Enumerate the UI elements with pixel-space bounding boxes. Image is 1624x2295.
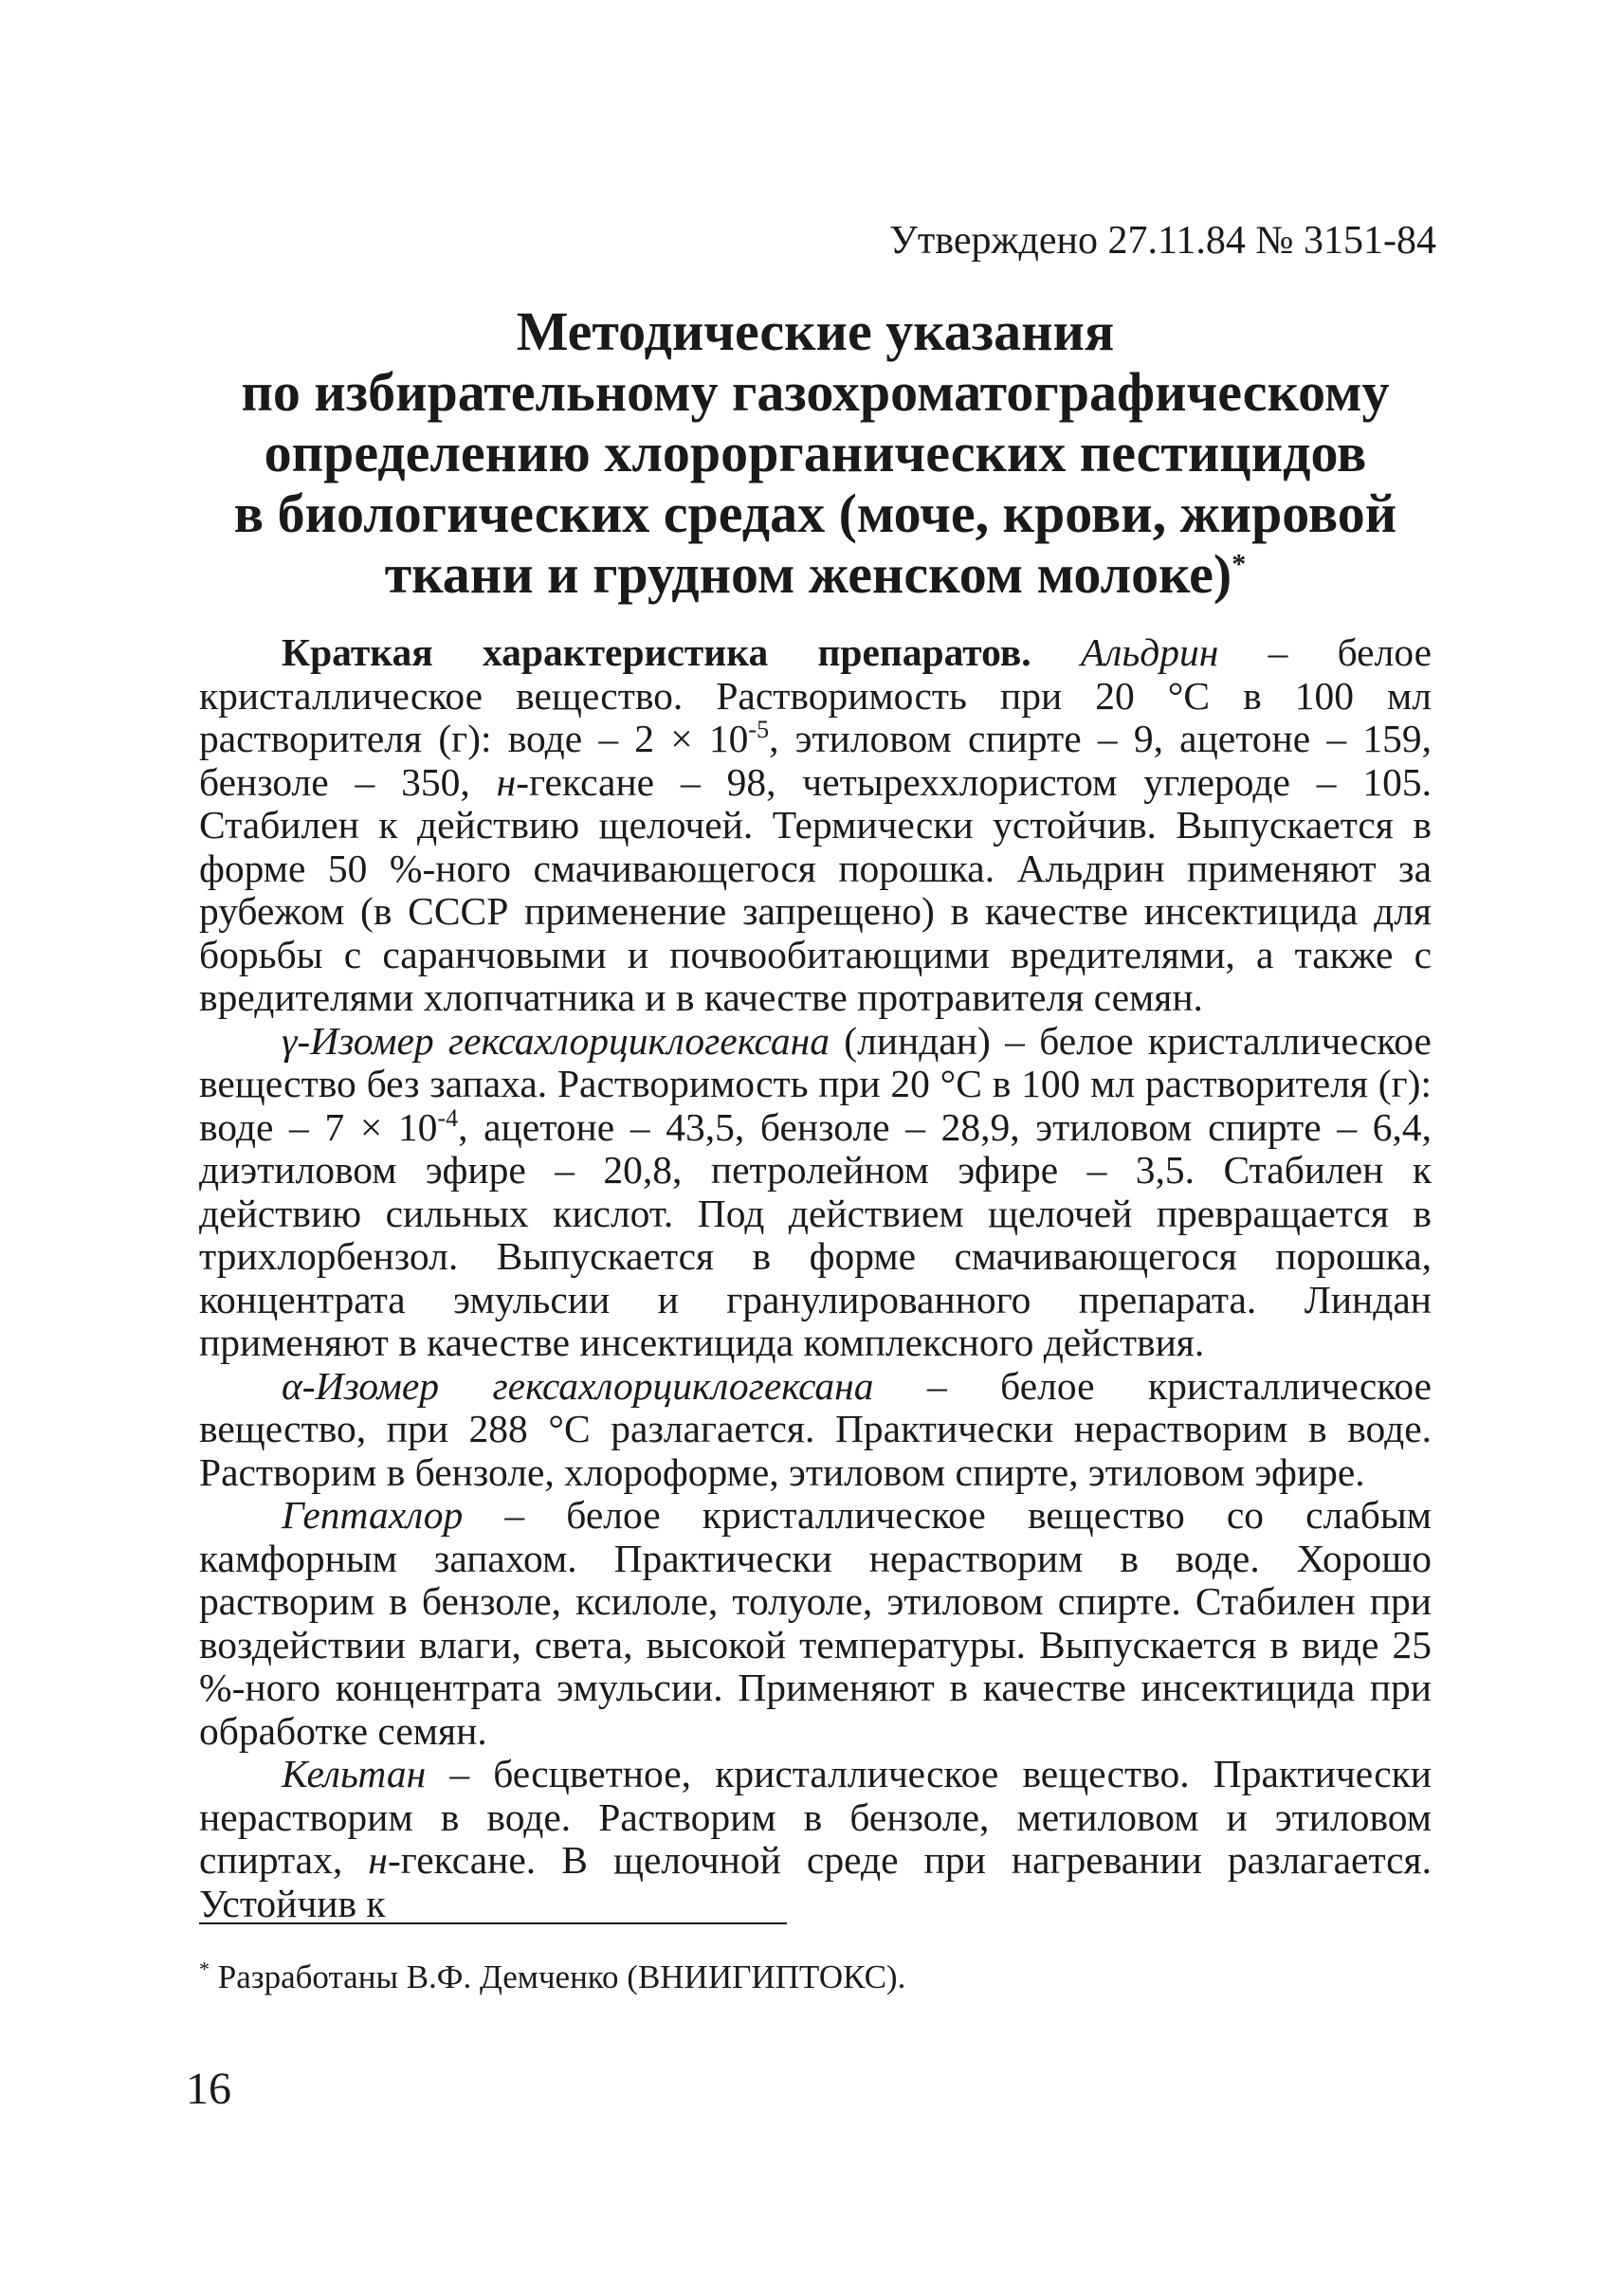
title-line-1: Методические указания [516, 301, 1115, 362]
paragraph-aldrin [199, 631, 1432, 1020]
paragraph-lindane [199, 1020, 1432, 1365]
footnote-text: Разработаны В.Ф. Демченко (ВНИИГИПТОКС). [210, 1958, 906, 1995]
aldrin-text-a: – белое кристаллическое вещество. Растворимость при 20 °С в 100 мл растворителя (г): воде – 2 × 10 [199, 630, 1432, 760]
aldrin-n-prefix: н [496, 759, 517, 804]
term-gamma-hch: γ-Изомер гексахлорциклогексана [282, 1018, 830, 1063]
title-footnote-mark: * [1232, 548, 1247, 580]
title-line-5-text: ткани и грудном женском молоке) [384, 543, 1232, 605]
document-title [199, 301, 1432, 605]
lindane-text-b: , ацетоне – 43,5, бензоле – 28,9, этиловом спирте – 6,4, диэтиловом эфире – 20,8, петролейном эфире – 3,5. Стабилен к действию сильных кислот. Под действием щелочей превращается в трихлорбензол. Выпускается в форме смачивающегося порошка, концентрата эмульсии и гранулированного препарата. Линдан применяют в качестве инсектицида комплексного действия. [199, 1104, 1432, 1364]
title-line-2: по избирательному газохроматографическому [241, 361, 1390, 423]
title-line-5 [199, 544, 1432, 605]
term-alpha-hch: α-Изомер гексахлорциклогексана [282, 1363, 874, 1408]
approval-line: Утверждено 27.11.84 № 3151-84 [889, 219, 1436, 263]
section-heading: Краткая характеристика препаратов. [282, 630, 1031, 674]
keltan-text-b: -гексане. В щелочной среде при нагревании разлагается. Устойчив к [199, 1838, 1432, 1925]
paragraph-heptachlor [199, 1494, 1432, 1753]
aldrin-text-b: , этиловом спирте – 9, ацетоне – 159, бензоле – 350, [199, 717, 1432, 804]
footnote-divider [199, 1922, 787, 1924]
title-line-3: определению хлорорганических пестицидов [264, 422, 1367, 483]
document-body [199, 631, 1432, 1925]
footnote [199, 1957, 905, 1998]
paragraph-keltan [199, 1753, 1432, 1925]
title-line-4: в биологических средах (моче, крови, жировой [233, 483, 1397, 544]
term-aldrin: Альдрин [1080, 630, 1219, 674]
heptachlor-text: – белое кристаллическое вещество со слабым камфорным запахом. Практически нерастворим в воде. Хорошо растворим в бензоле, ксилоле, толуоле, этиловом спирте. Стабилен при воздействии влаги, света, высокой температуры. Выпускается в виде 25 %-ного концентрата эмульсии. Применяют в качестве инсектицида при обработке семян. [199, 1493, 1432, 1753]
lindane-text-a: (линдан) – белое кристаллическое вещество без запаха. Растворимость при 20 °С в 100 мл растворителя (г): воде – 7 × 10 [199, 1018, 1432, 1149]
paragraph-alpha-hch [199, 1365, 1432, 1495]
aldrin-exponent: -5 [748, 716, 770, 744]
keltan-n-prefix: н [368, 1838, 388, 1882]
term-heptachlor: Гептахлор [282, 1493, 464, 1537]
keltan-text-a: – бесцветное, кристаллическое вещество. Практически нерастворим в воде. Растворим в бензоле, метиловом и этиловом спиртах, [199, 1752, 1432, 1882]
alpha-hch-text: – белое кристаллическое вещество, при 288 °С разлагается. Практически нерастворим в воде. Растворим в бензоле, хлороформе, этиловом спирте, этиловом эфире. [199, 1363, 1432, 1494]
lindane-exponent: -4 [437, 1103, 459, 1132]
term-keltan: Кельтан [282, 1752, 427, 1795]
page-number: 16 [186, 2064, 231, 2114]
aldrin-text-c: -гексане – 98, четыреххлористом углероде – 105. Стабилен к действию щелочей. Термически устойчив. Выпускается в форме 50 %-ного смачивающегося порошка. Альдрин применяют за рубежом (в СССР применение запрещено) в качестве инсектицида для борьбы с саранчовыми и почвообитающими вредителями, а также с вредителями хлопчатника и в качестве протравителя семян. [199, 759, 1432, 1019]
footnote-mark: * [199, 1957, 210, 1981]
